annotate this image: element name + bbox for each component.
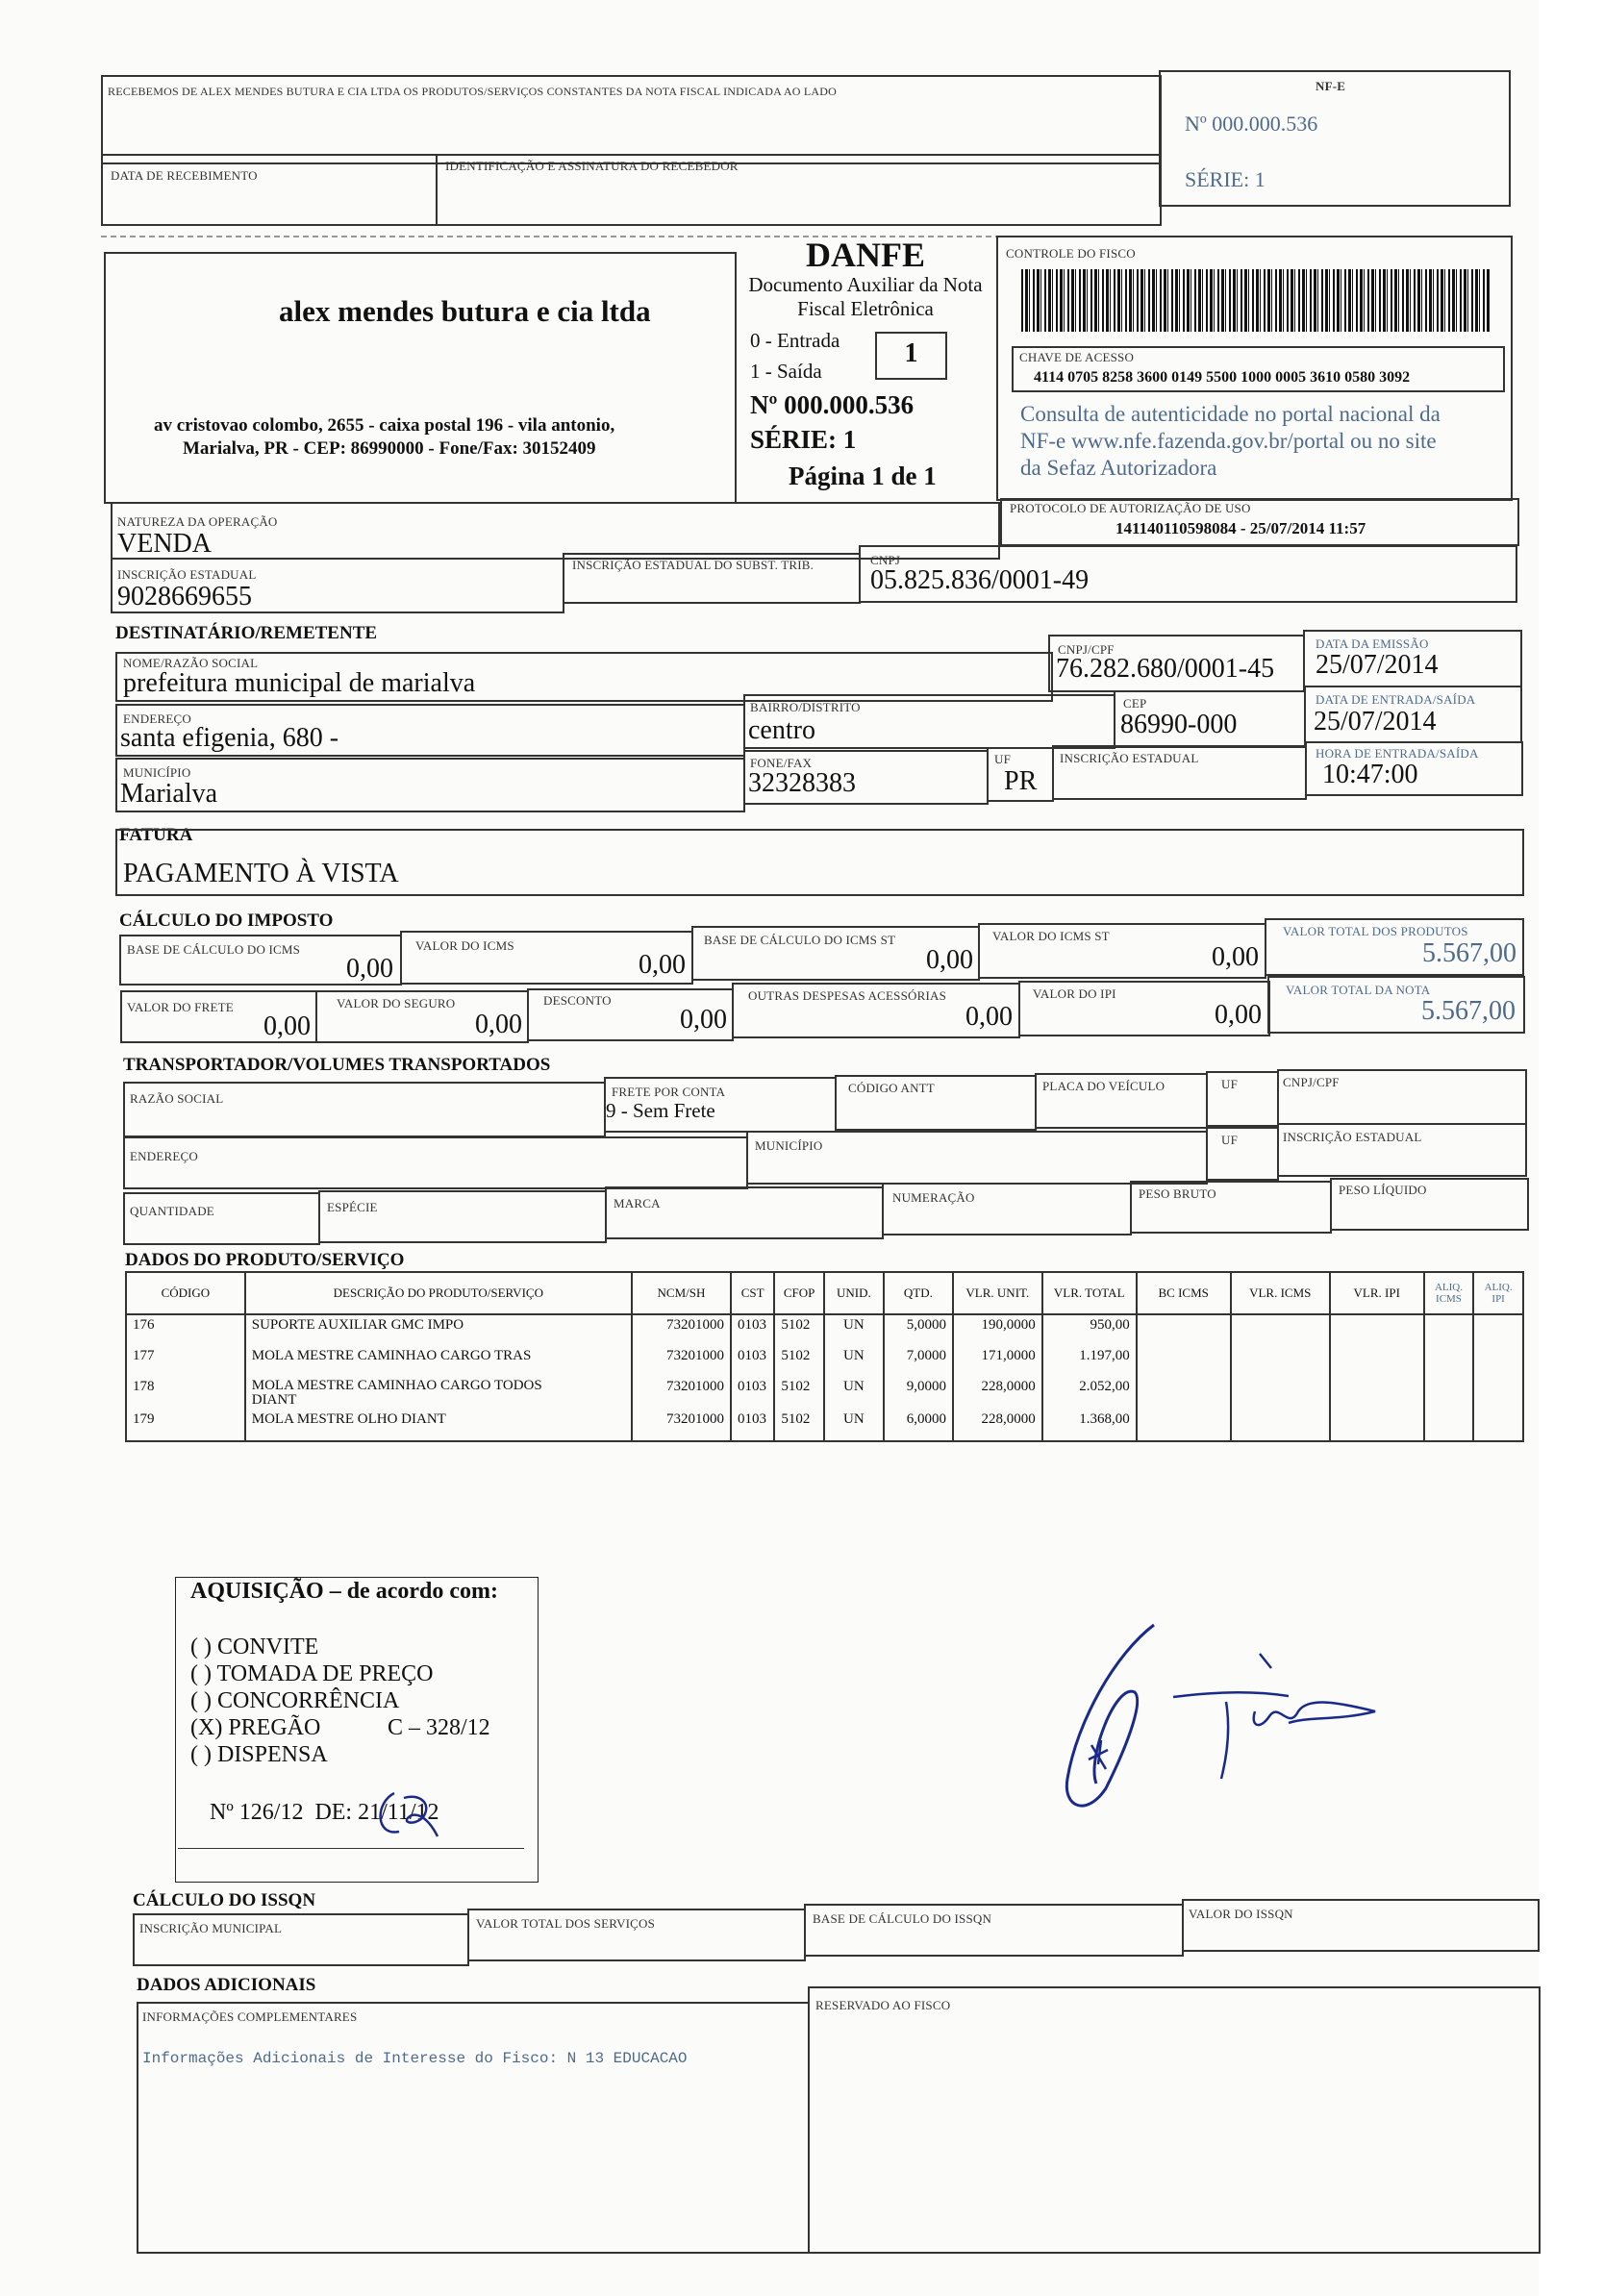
products-section-title: DADOS DO PRODUTO/SERVIÇO [125, 1250, 405, 1270]
col-ipi-header: VLR. IPI [1330, 1272, 1424, 1314]
products-total-label: VALOR TOTAL DOS PRODUTOS [1283, 924, 1468, 938]
item-description [245, 1314, 632, 1346]
col-ncm-header: NCM/SH [632, 1272, 731, 1314]
stub-nfe-series: SÉRIE: 1 [1185, 167, 1266, 191]
item-ncm: 73201000 [632, 1346, 731, 1377]
additional-section-title: DADOS ADICIONAIS [137, 1975, 316, 1995]
operation-type: 1 [904, 338, 918, 368]
complementary-info-label: INFORMAÇÕES COMPLEMENTARES [142, 2009, 358, 2024]
barcode [1021, 269, 1490, 332]
item-cfop: 5102 [774, 1410, 824, 1441]
recipient-cnpj: 76.282.680/0001-45 [1056, 654, 1275, 684]
icms-st-value: 0,00 [1212, 942, 1259, 972]
authenticity-line2: NF-e www.nfe.fazenda.gov.br/portal ou no site [1020, 429, 1437, 453]
option-pregao: (X) PREGÃO [190, 1715, 321, 1740]
item-total: 2.052,00 [1042, 1377, 1137, 1410]
products-total: 5.567,00 [1422, 938, 1516, 968]
item-aliq-ipi [1473, 1377, 1523, 1410]
carrier-city-label: MUNICÍPIO [755, 1138, 823, 1153]
other-expenses-label: OUTRAS DESPESAS ACESSÓRIAS [748, 988, 947, 1003]
carrier-uf-label: UF [1221, 1077, 1239, 1091]
issqn-section-title: CÁLCULO DO ISSQN [133, 1890, 316, 1910]
col-code-header: CÓDIGO [126, 1272, 245, 1314]
products-table [125, 1271, 1524, 1442]
icms-base: 0,00 [346, 954, 393, 984]
item-icms [1231, 1346, 1330, 1377]
vehicle-plate-label: PLACA DO VEÍCULO [1042, 1079, 1165, 1093]
net-weight-label: PESO LÍQUIDO [1339, 1183, 1427, 1197]
col-cst-header: CST [731, 1272, 774, 1314]
col-bc-icms-header: BC ICMS [1137, 1272, 1231, 1314]
entry-date-label: DATA DE ENTRADA/SAÍDA [1316, 692, 1476, 707]
item-ncm: 73201000 [632, 1410, 731, 1441]
discount-label: DESCONTO [543, 993, 612, 1008]
item-ipi [1330, 1346, 1424, 1377]
item-bc-icms [1137, 1377, 1231, 1410]
protocol-label: PROTOCOLO DE AUTORIZAÇÃO DE USO [1010, 501, 1251, 515]
entry-option: 0 - Entrada [750, 329, 840, 352]
table-row [126, 1377, 1523, 1410]
item-unit-price: 171,0000 [953, 1346, 1042, 1377]
icms-st-base: 0,00 [926, 945, 973, 975]
district: centro [748, 715, 815, 745]
carrier-ie-label: INSCRIÇÃO ESTADUAL [1283, 1130, 1422, 1144]
item-unit: UN [824, 1377, 884, 1410]
item-aliq-icms [1424, 1410, 1474, 1441]
insurance-label: VALOR DO SEGURO [337, 996, 456, 1011]
authenticity-line1: Consulta de autenticidade no portal nacional da [1020, 402, 1441, 426]
item-cfop: 5102 [774, 1314, 824, 1346]
item-qty: 9,0000 [884, 1377, 953, 1410]
freight-label: VALOR DO FRETE [127, 1000, 234, 1014]
issuer-cnpj-label: CNPJ [870, 553, 901, 567]
col-aliq-ipi-header: ALIQ. IPI [1473, 1272, 1523, 1314]
option-convite: ( ) CONVITE [190, 1635, 319, 1660]
item-cst: 0103 [731, 1346, 774, 1377]
pregao-reference: C – 328/12 [388, 1715, 490, 1740]
tax-control-label: CONTROLE DO FISCO [1006, 246, 1136, 261]
issuer-cnpj: 05.825.836/0001-49 [870, 565, 1090, 595]
item-bc-icms [1137, 1410, 1231, 1441]
handwritten-signature-icon [1019, 1615, 1462, 1836]
item-total: 1.197,00 [1042, 1346, 1137, 1377]
fisco-reserved-box [808, 1986, 1541, 2254]
item-cst: 0103 [731, 1410, 774, 1441]
acquisition-title: AQUISIÇÃO – de acordo com: [190, 1579, 498, 1604]
recipient-ie-label: INSCRIÇÃO ESTADUAL [1060, 751, 1199, 765]
issuer-box [104, 252, 737, 504]
carrier-cnpj-label: CNPJ/CPF [1283, 1075, 1340, 1089]
item-unit-price: 228,0000 [953, 1377, 1042, 1410]
fisco-reserved-label: RESERVADO AO FISCO [815, 1998, 951, 2012]
authenticity-line3: da Sefaz Autorizadora [1020, 456, 1217, 480]
item-code: 178 [126, 1377, 245, 1410]
danfe-number: Nº 000.000.536 [750, 390, 915, 419]
species-box [318, 1190, 607, 1243]
col-description-header: DESCRIÇÃO DO PRODUTO/SERVIÇO [245, 1272, 632, 1314]
freight: 0,00 [263, 1011, 311, 1041]
item-cst: 0103 [731, 1377, 774, 1410]
col-unit-header: UNID. [824, 1272, 884, 1314]
protocol-number: 141140110598084 - 25/07/2014 11:57 [1115, 519, 1366, 537]
item-description-cont: DIANT [251, 1392, 297, 1408]
col-icms-header: VLR. ICMS [1231, 1272, 1330, 1314]
item-code: 176 [126, 1314, 245, 1346]
recipient-section-title: DESTINATÁRIO/REMETENTE [115, 623, 378, 643]
issuer-address-line1: av cristovao colombo, 2655 - caixa postal 196 - vila antonio, [154, 415, 615, 436]
acquisition-number: Nº 126/12 DE: 21/11/12 [210, 1800, 439, 1825]
carrier-name-label: RAZÃO SOCIAL [130, 1091, 224, 1106]
option-dispensa: ( ) DISPENSA [190, 1742, 328, 1767]
cep: 86990-000 [1120, 710, 1238, 739]
icms-value: 0,00 [639, 950, 686, 980]
issuer-address-line2: Marialva, PR - CEP: 86990000 - Fone/Fax: 30152409 [183, 438, 596, 459]
icms-value-label: VALOR DO ICMS [415, 938, 514, 953]
freight-by: 9 - Sem Frete [606, 1099, 715, 1122]
icms-st-base-label: BASE DE CÁLCULO DO ICMS ST [704, 933, 896, 947]
icms-st-value-label: VALOR DO ICMS ST [992, 929, 1110, 943]
item-description [245, 1346, 632, 1377]
issue-date: 25/07/2014 [1316, 650, 1439, 680]
products-header-row [126, 1272, 1523, 1314]
brand-label: MARCA [614, 1196, 661, 1210]
item-bc-icms [1137, 1314, 1231, 1346]
item-code: 177 [126, 1346, 245, 1377]
item-icms [1231, 1377, 1330, 1410]
invoice-payment: PAGAMENTO À VISTA [123, 859, 399, 888]
freight-by-label: FRETE POR CONTA [612, 1085, 726, 1099]
issue-date-label: DATA DA EMISSÃO [1316, 636, 1429, 651]
item-ipi [1330, 1377, 1424, 1410]
access-key: 4114 0705 8258 3600 0149 5500 1000 0005 3610 0580 3092 [1034, 369, 1411, 386]
item-aliq-ipi [1473, 1346, 1523, 1377]
carrier-address-box [123, 1136, 748, 1189]
invoice-section-title: FATURA [119, 825, 193, 845]
city-label: MUNICÍPIO [123, 765, 191, 780]
district-label: BAIRRO/DISTRITO [750, 700, 861, 714]
item-cfop: 5102 [774, 1346, 824, 1377]
municipal-registration-label: INSCRIÇÃO MUNICIPAL [139, 1921, 283, 1935]
operation-nature-label: NATUREZA DA OPERAÇÃO [117, 514, 278, 529]
issqn-value-label: VALOR DO ISSQN [1189, 1907, 1293, 1921]
item-description-text: SUPORTE AUXILIAR GMC IMPO [251, 1317, 464, 1333]
danfe-series: SÉRIE: 1 [750, 425, 857, 454]
item-bc-icms [1137, 1346, 1231, 1377]
species-label: ESPÉCIE [327, 1200, 378, 1214]
gross-weight-label: PESO BRUTO [1139, 1186, 1216, 1201]
option-tomada: ( ) TOMADA DE PREÇO [190, 1661, 434, 1686]
danfe-subtitle-2: Fiscal Eletrônica [797, 297, 934, 320]
item-ncm: 73201000 [632, 1314, 731, 1346]
complementary-info: Informações Adicionais de Interesse do Fisco: N 13 EDUCACAO [142, 2050, 688, 2067]
insurance: 0,00 [475, 1010, 522, 1039]
tax-section-title: CÁLCULO DO IMPOSTO [119, 911, 334, 931]
carrier-uf2-box [1206, 1127, 1279, 1181]
numbering-label: NUMERAÇÃO [892, 1190, 975, 1205]
state-registration-label: INSCRIÇÃO ESTADUAL [117, 567, 257, 582]
cep-label: CEP [1123, 696, 1147, 711]
item-ipi [1330, 1410, 1424, 1441]
initials-signature-icon [365, 1788, 452, 1846]
ipi: 0,00 [1215, 1000, 1262, 1030]
stamp-underline [178, 1848, 524, 1849]
issuer-name: alex mendes butura e cia ltda [279, 294, 651, 328]
phone-label: FONE/FAX [750, 756, 813, 770]
recipient-cnpj-label: CNPJ/CPF [1058, 642, 1115, 657]
st-registration-label: INSCRIÇÃO ESTADUAL DO SUBST. TRIB. [572, 558, 815, 572]
carrier-uf-box [1206, 1071, 1279, 1127]
option-concorrencia: ( ) CONCORRÊNCIA [190, 1688, 400, 1713]
entry-date: 25/07/2014 [1314, 707, 1437, 736]
item-unit-price: 228,0000 [953, 1410, 1042, 1441]
state-label: UF [994, 752, 1012, 766]
recipient-address-label: ENDEREÇO [123, 711, 191, 726]
item-description [245, 1410, 632, 1441]
exit-option: 1 - Saída [750, 360, 822, 383]
table-row [126, 1346, 1523, 1377]
col-total-header: VLR. TOTAL [1042, 1272, 1137, 1314]
item-qty: 5,0000 [884, 1314, 953, 1346]
item-description-text: MOLA MESTRE CAMINHAO CARGO TRAS [251, 1348, 532, 1363]
invoice-total-label: VALOR TOTAL DA NOTA [1286, 983, 1431, 997]
item-icms [1231, 1314, 1330, 1346]
operation-nature: VENDA [117, 529, 212, 559]
recipient-name: prefeitura municipal de marialva [123, 668, 476, 698]
item-unit-price: 190,0000 [953, 1314, 1042, 1346]
receipt-date-box [101, 154, 438, 226]
carrier-section-title: TRANSPORTADOR/VOLUMES TRANSPORTADOS [123, 1055, 551, 1075]
ipi-label: VALOR DO IPI [1033, 986, 1116, 1001]
complementary-info-box [137, 2002, 810, 2254]
item-cst: 0103 [731, 1314, 774, 1346]
item-description-text: MOLA MESTRE OLHO DIANT [251, 1411, 446, 1427]
item-total: 1.368,00 [1042, 1410, 1137, 1441]
carrier-name-box [123, 1082, 606, 1137]
brand-box [605, 1186, 884, 1239]
item-unit: UN [824, 1314, 884, 1346]
access-key-label: CHAVE DE ACESSO [1019, 350, 1135, 364]
state-registration: 9028669655 [117, 582, 252, 611]
services-total-label: VALOR TOTAL DOS SERVIÇOS [476, 1916, 656, 1931]
recipient-name-label: NOME/RAZÃO SOCIAL [123, 656, 259, 670]
carrier-uf2-label: UF [1221, 1133, 1239, 1147]
antt-label: CÓDIGO ANTT [848, 1081, 935, 1095]
receiver-id-label: IDENTIFICAÇÃO E ASSINATURA DO RECEBEDOR [445, 159, 739, 173]
discount: 0,00 [680, 1005, 727, 1035]
invoice-total: 5.567,00 [1421, 996, 1516, 1026]
item-aliq-icms [1424, 1377, 1474, 1410]
item-ncm: 73201000 [632, 1377, 731, 1410]
entry-time-label: HORA DE ENTRADA/SAÍDA [1316, 746, 1479, 761]
nfe-label: NF-E [1316, 79, 1346, 93]
item-description-text: MOLA MESTRE CAMINHAO CARGO TODOS [251, 1378, 542, 1393]
item-total: 950,00 [1042, 1314, 1137, 1346]
item-description [245, 1377, 632, 1410]
col-unit-price-header: VLR. UNIT. [953, 1272, 1042, 1314]
table-row [126, 1314, 1523, 1346]
item-code: 179 [126, 1410, 245, 1441]
quantity-label: QUANTIDADE [130, 1204, 214, 1218]
item-aliq-ipi [1473, 1314, 1523, 1346]
item-qty: 7,0000 [884, 1346, 953, 1377]
item-aliq-ipi [1473, 1410, 1523, 1441]
recipient-address: santa efigenia, 680 - [120, 723, 339, 753]
state: PR [1004, 766, 1038, 796]
item-ipi [1330, 1314, 1424, 1346]
col-aliq-icms-header: ALIQ. ICMS [1424, 1272, 1474, 1314]
carrier-address-label: ENDEREÇO [130, 1149, 198, 1163]
item-qty: 6,0000 [884, 1410, 953, 1441]
table-row [126, 1410, 1523, 1441]
stub-nfe-number: Nº 000.000.536 [1185, 112, 1318, 136]
item-aliq-icms [1424, 1346, 1474, 1377]
item-cfop: 5102 [774, 1377, 824, 1410]
item-unit: UN [824, 1410, 884, 1441]
city: Marialva [120, 779, 218, 809]
other-expenses: 0,00 [965, 1002, 1013, 1032]
receipt-statement: RECEBEMOS DE ALEX MENDES BUTURA E CIA LTDA OS PRODUTOS/SERVIÇOS CONSTANTES DA NOTA FISCAL INDICADA AO LADO [108, 85, 837, 98]
issqn-base-label: BASE DE CÁLCULO DO ISSQN [813, 1911, 992, 1926]
danfe-page: Página 1 de 1 [789, 462, 937, 490]
item-unit: UN [824, 1346, 884, 1377]
receipt-date-label: DATA DE RECEBIMENTO [111, 168, 258, 183]
icms-base-label: BASE DE CÁLCULO DO ICMS [127, 942, 301, 957]
danfe-title: DANFE [806, 236, 925, 274]
entry-time: 10:47:00 [1322, 760, 1418, 789]
item-aliq-icms [1424, 1314, 1474, 1346]
item-icms [1231, 1410, 1330, 1441]
phone: 32328383 [748, 768, 856, 798]
col-cfop-header: CFOP [774, 1272, 824, 1314]
col-qty-header: QTD. [884, 1272, 953, 1314]
danfe-subtitle-1: Documento Auxiliar da Nota [748, 273, 983, 296]
